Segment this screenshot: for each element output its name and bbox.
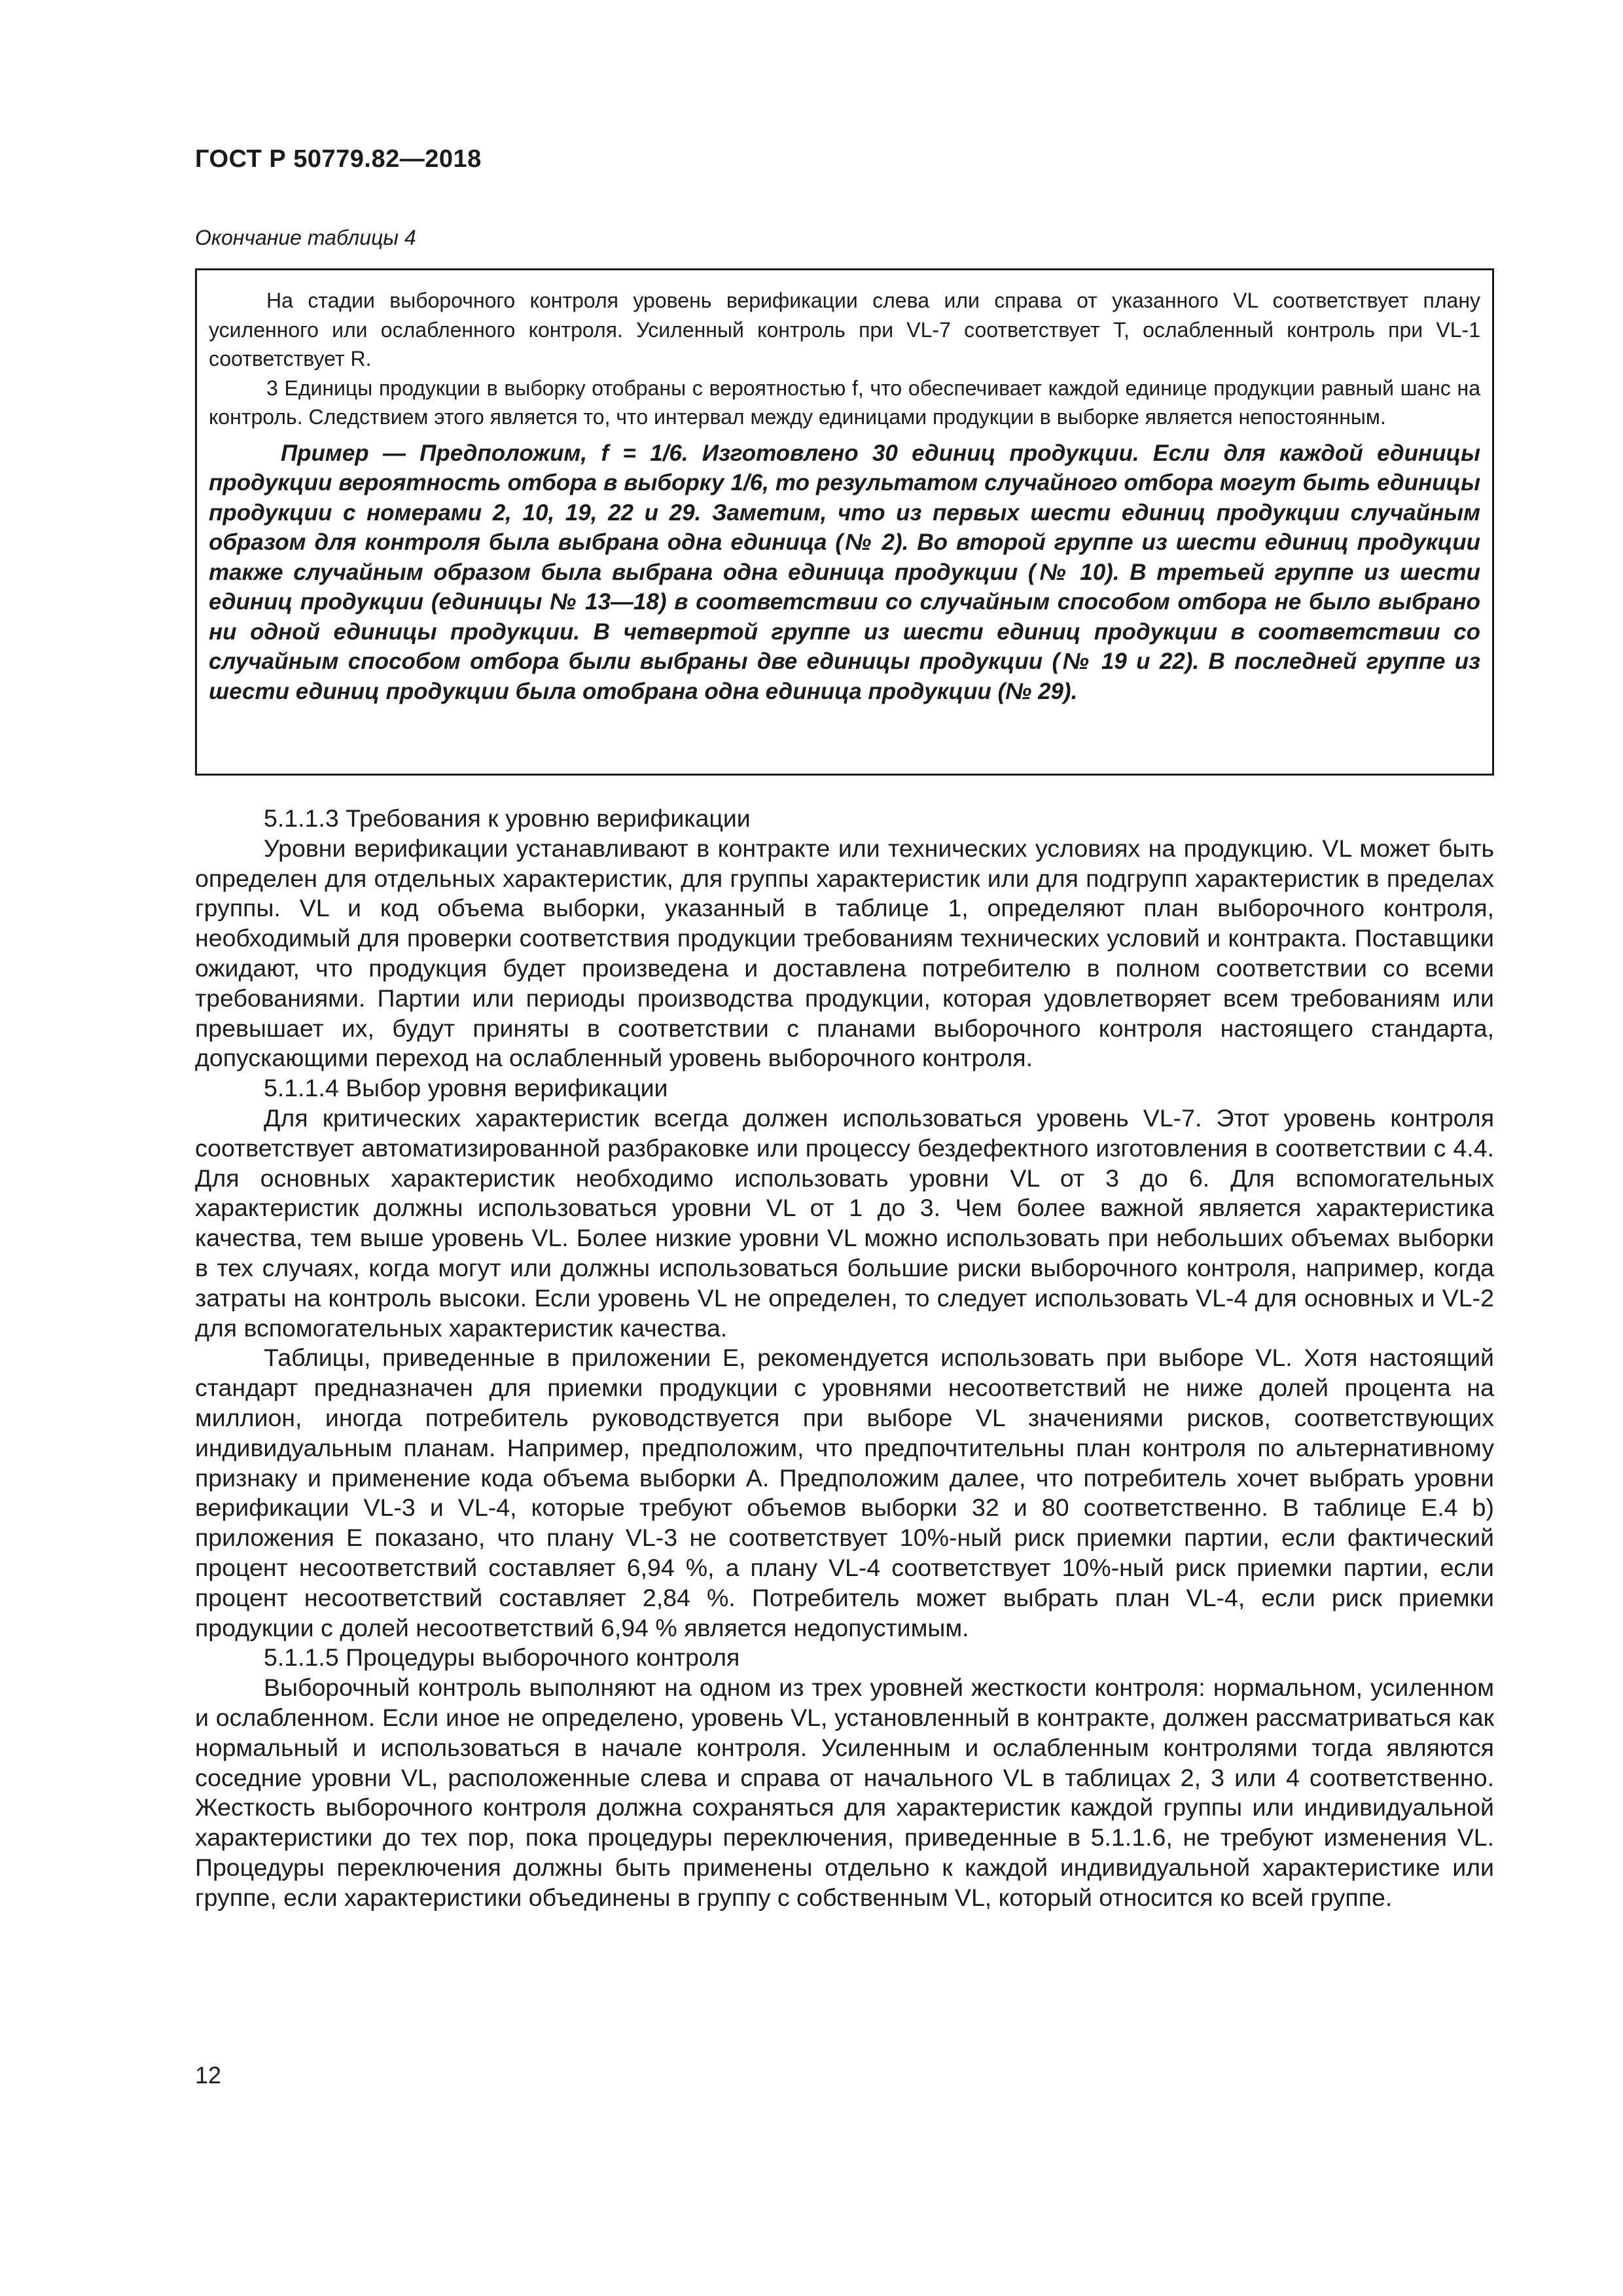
note-paragraph-1: На стадии выборочного контроля уровень верификации слева или справа от указанного VL соответствует плану усиленного или ослабленного контроля. Усиленный контроль при VL-7 соответствует T, ослабленный контроль при VL-1 соответствует R. <box>209 289 1480 370</box>
section-5114-title: 5.1.1.4 Выбор уровня верификации <box>264 1074 668 1102</box>
table-note-box <box>195 268 1494 776</box>
section-5113-title: 5.1.1.3 Требования к уровню верификации <box>264 804 751 832</box>
section-5115-body: Выборочный контроль выполняют на одном из трех уровней жесткости контроля: нормальном, усиленном и ослабленном. Если иное не определено, уровень VL, установленный в контракте, должен рассматриваться как нормальный и использоваться в начале контроля. Усиленным и ослабленным контролями тогда являются соседние уровни VL, расположенные слева и справа от начального VL в таблицах 2, 3 или 4 соответственно. Жесткость выборочного контроля должна сохраняться для характеристик каждой группы или индивидуальной характеристики до тех пор, пока процедуры переключения, приведенные в 5.1.1.6, не требуют изменения VL. Процедуры переключения должны быть применены отдельно к каждой индивидуальной характеристике или группе, если характеристики объединены в группу с собственным VL, который относится ко всей группе. <box>195 1674 1494 1911</box>
page-number: 12 <box>195 2062 222 2089</box>
section-5113-body: Уровни верификации устанавливают в контракте или технических условиях на продукцию. VL может быть определен для отдельных характеристик, для группы характеристик или для подгрупп характеристик в пределах группы. VL и код объема выборки, указанный в таблице 1, определяют план выборочного контроля, необходимый для проверки соответствия продукции требованиям технических условий и контракта. Поставщики ожидают, что продукция будет произведена и доставлена потребителю в полном соответствии со всеми требованиями. Партии или периоды производства продукции, которая удовлетворяет всем требованиям или превышает их, будут приняты в соответствии с планами выборочного контроля настоящего стандарта, допускающими переход на ослабленный уровень выборочного контроля. <box>195 834 1494 1072</box>
section-5115-title: 5.1.1.5 Процедуры выборочного контроля <box>264 1643 740 1672</box>
section-5114-body-2: Таблицы, приведенные в приложении Е, рекомендуется использовать при выборе VL. Хотя настоящий стандарт предназначен для приемки продукции с уровнями несоответствий не ниже долей процента на миллион, иногда потребитель руководствуется при выборе VL значениями рисков, соответствующих индивидуальным планам. Например, предположим, что предпочтительны план контроля по альтернативному признаку и применение кода объема выборки A. Предположим далее, что потребитель хочет выбрать уровни верификации VL-3 и VL-4, которые требуют объемов выборки 32 и 80 соответственно. В таблице Е.4 b) приложения Е показано, что плану VL-3 не соответствует 10%-ный риск приемки партии, если фактический процент несоответствий составляет 6,94 %, а плану VL-4 соответствует 10%-ный риск приемки партии, если процент несоответствий составляет 2,84 %. Потребитель может выбрать план VL-4, если риск приемки продукции с долей несоответствий 6,94 % является недопустимым. <box>195 1344 1494 1641</box>
document-header: ГОСТ Р 50779.82—2018 <box>195 145 482 173</box>
example-paragraph: Пример — Предположим, f = 1/6. Изготовлено 30 единиц продукции. Если для каждой единицы продукции вероятность отбора в выборку 1/6, то результатом случайного отбора могут быть единицы продукции с номерами 2, 10, 19, 22 и 29. Заметим, что из первых шести единиц продукции случайным образом для контроля была выбрана одна единица (№ 2). Во второй группе из шести единиц продукции также случайным образом была выбрана одна единица продукции (№ 10). В третьей группе из шести единиц продукции (единицы № 13—18) в соответствии со случайным способом отбора не было выбрано ни одной единицы продукции. В четвертой группе из шести единиц продукции в соответствии со случайным способом отбора были выбраны две единицы продукции (№ 19 и 22). В последней группе из шести единиц продукции была отобрана одна единица продукции (№ 29). <box>209 440 1480 704</box>
section-5114-body-1: Для критических характеристик всегда должен использоваться уровень VL-7. Этот уровень контроля соответствует автоматизированной разбраковке или процессу бездефектного изготовления в соответствии с 4.4. Для основных характеристик необходимо использовать уровни VL от 3 до 6. Для вспомогательных характеристик должны использоваться уровни VL от 1 до 3. Чем более важной является характеристика качества, тем выше уровень VL. Более низкие уровни VL можно использовать при небольших объемах выборки в тех случаях, когда могут или должны использоваться большие риски выборочного контроля, например, когда затраты на контроль высоки. Если уровень VL не определен, то следует использовать VL-4 для основных и VL-2 для вспомогательных характеристик качества. <box>195 1103 1494 1342</box>
table-continuation-label: Окончание таблицы 4 <box>195 226 416 249</box>
note-paragraph-2: 3 Единицы продукции в выборку отобраны с вероятностью f, что обеспечивает каждой единице продукции равный шанс на контроль. Следствием этого является то, что интервал между единицами продукции в выборке является непостоянным. <box>209 376 1480 429</box>
main-body <box>195 804 1494 1912</box>
